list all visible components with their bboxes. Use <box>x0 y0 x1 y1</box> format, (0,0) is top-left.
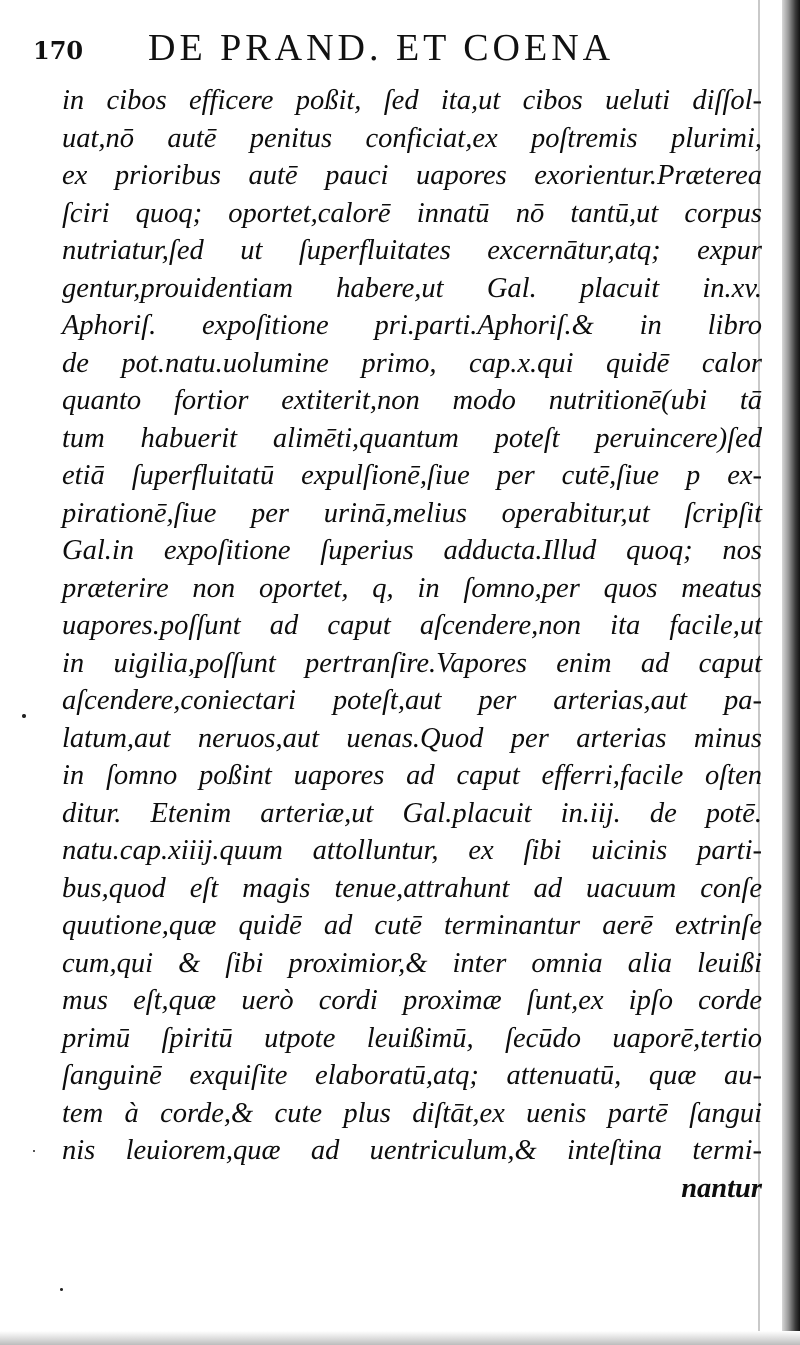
text-line: in cibos efficere poßit, ſed ita,ut cibos ueluti diſſol- <box>62 85 762 116</box>
catchword: nantur <box>681 1172 762 1204</box>
running-title: DE PRAND. ET COENA <box>148 27 615 69</box>
ink-speck <box>22 714 26 718</box>
text-line: mus eſt,quæ uerò cordi proximæ ſunt,ex ipſo corde <box>62 985 762 1016</box>
text-line: nis leuiorem,quæ ad uentriculum,& inteſtina termi- <box>62 1135 762 1166</box>
text-line: ex prioribus autē pauci uapores exorientur.Præterea <box>62 160 762 191</box>
body-text <box>62 82 762 1207</box>
text-line: latum,aut neruos,aut uenas.Quod per arterias minus <box>62 722 762 754</box>
ink-speck <box>60 1288 63 1291</box>
text-line: cum,qui & ſibi proximior,& inter omnia alia leuißi <box>62 947 762 979</box>
text-line: uapores.poſſunt ad caput aſcendere,non ita facile,ut <box>62 610 762 641</box>
text-line: pirationē,ſiue per urinā,melius operabitur,ut ſcripſit <box>62 497 762 529</box>
text-line: primū ſpiritū utpote leuißimū, ſecūdo uaporē,tertio <box>62 1022 762 1054</box>
text-line: ditur. Etenim arteriæ,ut Gal.placuit in.iij. de potē. <box>62 797 762 829</box>
text-line: aſcendere,coniectari poteſt,aut per arterias,aut pa- <box>62 685 762 716</box>
text-line: in uigilia,poſſunt pertranſire.Vapores enim ad caput <box>62 647 762 679</box>
text-line: ſanguinē exquiſite elaboratū,atq; attenuatū, quæ au- <box>62 1060 762 1091</box>
text-line: ſciri quoq; oportet,calorē innatū nō tantū,ut corpus <box>62 197 762 229</box>
text-line: nutriatur,ſed ut ſuperfluitates excernātur,atq; expur <box>62 235 762 266</box>
text-line: bus,quod eſt magis tenue,attrahunt ad uacuum conſe <box>62 872 762 904</box>
text-line: in ſomno poßint uapores ad caput efferri,facile oſten <box>62 760 762 791</box>
text-line: tem à corde,& cute plus diſtāt,ex uenis partē ſangui <box>62 1097 762 1129</box>
text-line: præterire non oportet, q, in ſomno,per quos meatus <box>62 572 762 604</box>
page-edge-shadow <box>782 0 800 1345</box>
text-line: gentur,prouidentiam habere,ut Gal. placuit in.xv. <box>62 272 762 304</box>
text-line: tum habuerit alimēti,quantum poteſt peruincere)ſed <box>62 422 762 454</box>
text-line: de pot.natu.uolumine primo, cap.x.qui quidē calor <box>62 347 762 379</box>
text-line: uat,nō autē penitus conficiat,ex poſtremis plurimi, <box>62 122 762 154</box>
text-line: quanto fortior extiterit,non modo nutritionē(ubi tā <box>62 385 762 416</box>
ink-speck <box>33 1150 35 1152</box>
text-line: Gal.in expoſitione ſuperius adducta.Illud quoq; nos <box>62 535 762 566</box>
text-line: quutione,quæ quidē ad cutē terminantur aerē extrinſe <box>62 910 762 941</box>
text-line: natu.cap.xiiij.quum attolluntur, ex ſibi uicinis parti- <box>62 835 762 866</box>
page-bottom-edge <box>0 1331 800 1345</box>
text-line: Aphoriſ. expoſitione pri.parti.Aphoriſ.& in libro <box>62 310 762 341</box>
page-number: 170 <box>33 36 84 65</box>
text-line: etiā ſuperfluitatū expulſionē,ſiue per cutē,ſiue p ex- <box>62 460 762 491</box>
